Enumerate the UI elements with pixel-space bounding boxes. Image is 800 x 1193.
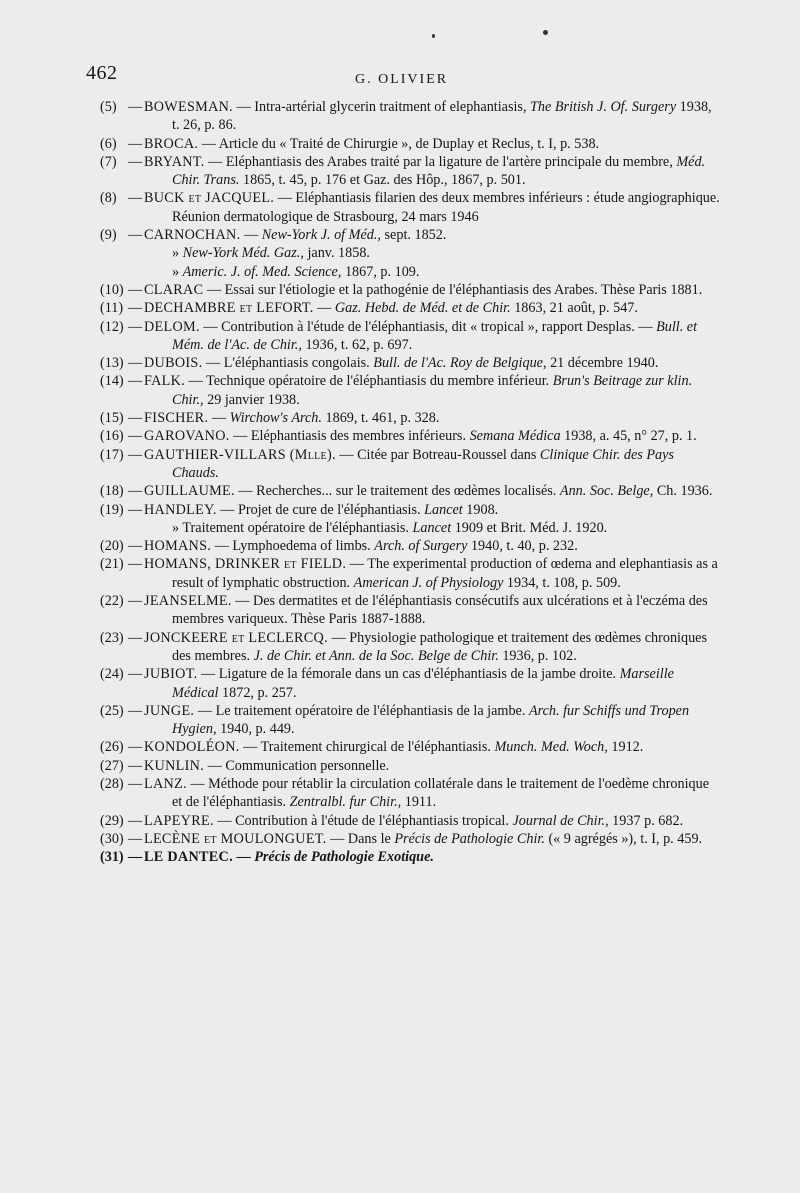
reference-detail: 1865, t. 45, p. 176 et Gaz. des Hôp., 1867, p. 501.: [242, 172, 526, 189]
reference-entry: (27) — KUNLIN. — Communication personnelle.: [100, 757, 390, 774]
reference-entry: (29) — LAPEYRE. — Contribution à l'étude de l'éléphantiasis tropical. Journal de Chir., 1937 p. 682.: [100, 812, 684, 829]
reference-journal: The British J. Of. Surgery: [530, 99, 677, 115]
em-dash: —: [128, 446, 143, 463]
reference-entry: (18) — GUILLAUME. — Recherches... sur le traitement des œdèmes localisés. Ann. Soc. Belge, Ch. 1936.: [100, 483, 713, 500]
reference-number: (5): [100, 99, 117, 115]
reference-entry: (8) — BUCK et JACQUEL. — Eléphantiasis filarien des deux membres inférieurs : étude angiographique. Réunion dermatologique de Strasbourg, 24 mars 1946: [100, 190, 720, 225]
reference-journal: Gaz. Hebd. de Méd. et de Chir.: [334, 300, 511, 317]
reference-text: Article du « Traité de Chirurgie », de Duplay et Reclus, t. I, p. 538.: [218, 135, 600, 152]
reference-entry: (28) — LANZ. — Méthode pour rétablir la circulation collatérale dans le traitement de l'oedème chronique et de l'éléphantiasis. Zentralbl. fur Chir., 1911.: [100, 775, 710, 811]
reference-number: (15): [100, 410, 124, 427]
reference-text: »: [172, 245, 180, 262]
em-dash: —: [128, 849, 143, 866]
em-dash: —: [128, 428, 143, 445]
em-dash: —: [128, 775, 143, 792]
reference-text: Méthode pour rétablir la circulation collatérale dans le traitement de l'oedème chronique et de l'éléphantiasis.: [172, 775, 710, 811]
reference-author: LE DANTEC.: [144, 849, 233, 866]
reference-detail: 1940, p. 449.: [220, 721, 295, 738]
reference-entry: (15) — FISCHER. — Wirchow's Arch. 1869, t. 461, p. 328.: [100, 410, 440, 427]
reference-author: GAROVANO.: [144, 428, 230, 445]
reference-journal: Bull. et Mém. de l'Ac. de Chir.,: [172, 318, 698, 353]
reference-number: (18): [100, 483, 124, 500]
reference-entry: (20) — HOMANS. — Lymphoedema of limbs. Arch. of Surgery 1940, t. 40, p. 232.: [100, 538, 578, 555]
reference-text: Essai sur l'étiologie et la pathogénie de l'éléphantiasis des Arabes. Thèse Paris 1881.: [224, 281, 703, 298]
reference-author: LANZ.: [144, 775, 187, 792]
reference-number: (13): [100, 355, 124, 372]
reference-detail: 1940, t. 40, p. 232.: [470, 538, 578, 555]
reference-journal: Journal de Chir.,: [512, 812, 609, 829]
reference-author: DUBOIS.: [144, 355, 203, 372]
reference-entry: (24) — JUBIOT. — Ligature de la fémorale dans un cas d'éléphantiasis de la jambe droite. Marseille Médical 1872, p. 257.: [100, 666, 674, 701]
reference-number: (7): [100, 153, 117, 170]
page-number: 462: [86, 62, 118, 84]
reference-detail: (« 9 agrégés »), t. I, p. 459.: [548, 830, 703, 847]
reference-entry: (16) — GAROVANO. — Eléphantiasis des membres inférieurs. Semana Médica 1938, a. 45, n° 27, p. 1.: [100, 428, 697, 445]
reference-number: (23): [100, 629, 124, 646]
reference-text: Ligature de la fémorale dans un cas d'éléphantiasis de la jambe droite.: [218, 666, 617, 683]
reference-number: (19): [100, 501, 124, 518]
reference-journal: J. de Chir. et Ann. de la Soc. Belge de Chir.: [253, 647, 499, 664]
reference-author: CLARAC: [144, 281, 204, 298]
reference-detail: 1872, p. 257.: [222, 684, 297, 701]
reference-entry: (22) — JEANSELME. — Des dermatites et de l'éléphantiasis consécutifs aux ulcérations et à l'eczéma des membres variqueux. Thèse Paris 1887-1888.: [100, 593, 708, 628]
reference-number: (31): [100, 849, 124, 866]
reference-detail: 1869, t. 461, p. 328.: [325, 410, 440, 427]
reference-author: CARNOCHAN.: [144, 227, 241, 244]
reference-journal: Lancet: [424, 501, 463, 518]
em-dash: —: [128, 739, 143, 756]
reference-number: (17): [100, 446, 124, 463]
reference-entry: (17) — GAUTHIER-VILLARS (Mlle). — Citée par Botreau-Roussel dans Clinique Chir. des Pays Chauds.: [100, 446, 674, 481]
reference-detail: 21 décembre 1940.: [550, 355, 659, 372]
reference-journal: Semana Médica: [469, 428, 561, 445]
reference-author: KONDOLÉON.: [144, 739, 240, 756]
reference-text: Eléphantiasis des Arabes traité par la ligature de l'artère principale du membre,: [225, 153, 673, 170]
reference-continuation: [100, 244, 720, 262]
reference-detail: Ch. 1936.: [656, 483, 713, 500]
reference-detail: 1936, p. 102.: [502, 647, 577, 664]
reference-number: (28): [100, 775, 124, 792]
em-dash: —: [128, 702, 143, 719]
reference-journal: Munch. Med. Woch,: [494, 739, 608, 756]
em-dash: —: [128, 281, 143, 298]
em-dash: —: [128, 593, 143, 610]
em-dash: —: [128, 373, 143, 390]
reference-author: HOMANS, DRINKER et FIELD.: [144, 556, 347, 573]
reference-author: GUILLAUME.: [144, 483, 235, 500]
em-dash: —: [128, 355, 143, 372]
em-dash: —: [128, 830, 143, 847]
reference-journal: Brun's Beitrage zur klin. Chir.,: [172, 373, 693, 408]
reference-author: JUNGE.: [144, 702, 195, 719]
reference-text: Dans le: [347, 830, 391, 847]
em-dash: —: [128, 99, 143, 115]
reference-journal: Arch. fur Schiffs und Tropen Hygien,: [172, 702, 690, 738]
reference-entry: (30) — LECÈNE et MOULONGUET. — Dans le Précis de Pathologie Chir. (« 9 agrégés »), t. I, p. 459.: [100, 830, 703, 847]
reference-entry: (25) — JUNGE. — Le traitement opératoire de l'éléphantiasis de la jambe. Arch. fur Schiffs und Tropen Hygien, 1940, p. 449.: [100, 702, 690, 738]
reference-text: Communication personnelle.: [225, 757, 390, 774]
reference-detail: janv. 1858.: [307, 245, 370, 262]
em-dash: —: [128, 501, 143, 518]
reference-number: (16): [100, 428, 124, 445]
running-head: G. OLIVIER: [355, 72, 449, 87]
reference-journal: Arch. of Surgery: [374, 538, 468, 555]
reference-detail: 1938, a. 45, n° 27, p. 1.: [564, 428, 697, 445]
reference-text: The experimental production of œdema and elephantiasis as a result of lymphatic obstruction.: [172, 556, 718, 591]
reference-author: LAPEYRE.: [144, 812, 214, 829]
reference-entry: (7) — BRYANT. — Eléphantiasis des Arabes traité par la ligature de l'artère principale du membre, Méd. Chir. Trans. 1865, t. 45, p. 176 et Gaz. des Hôp., 1867, p. 501.: [100, 153, 706, 189]
em-dash: —: [128, 629, 143, 646]
reference-text: Projet de cure de l'éléphantiasis.: [237, 501, 421, 518]
reference-journal: Americ. J. of. Med. Science,: [182, 263, 342, 280]
reference-number: (11): [100, 300, 124, 317]
reference-detail: 1936, t. 62, p. 697.: [305, 336, 413, 353]
reference-journal: Méd. Chir. Trans.: [172, 153, 706, 189]
reference-entry: (9) — CARNOCHAN. — New-York J. of Méd., sept. 1852.: [100, 227, 447, 244]
reference-author: JEANSELME.: [144, 593, 232, 610]
reference-list: [100, 98, 720, 866]
reference-entry: (13) — DUBOIS. — L'éléphantiasis congolais. Bull. de l'Ac. Roy de Belgique, 21 décembre 1940.: [100, 355, 659, 372]
reference-number: (20): [100, 538, 124, 555]
reference-entry: (12) — DELOM. — Contribution à l'étude de l'éléphantiasis, dit « tropical », rapport Desplas. — Bull. et Mém. de l'Ac. de Chir., 1936, t. 62, p. 697.: [100, 318, 698, 353]
reference-journal: New-York J. of Méd.,: [261, 227, 381, 244]
reference-entry: (23) — JONCKEERE et LECLERCQ. — Physiologie pathologique et traitement des œdèmes chroniques des membres. J. de Chir. et Ann. de la Soc. Belge de Chir. 1936, p. 102.: [100, 629, 707, 664]
reference-detail: 1909 et Brit. Méd. J. 1920.: [454, 519, 608, 536]
reference-text: Eléphantiasis des membres inférieurs.: [250, 428, 467, 445]
reference-journal: Lancet: [412, 519, 452, 536]
reference-number: (27): [100, 757, 124, 774]
reference-journal: American J. of Physiology: [353, 574, 504, 591]
reference-continuation: [100, 519, 720, 537]
reference-text: Lymphoedema of limbs.: [232, 538, 371, 555]
reference-number: (24): [100, 666, 124, 683]
reference-number: (22): [100, 593, 124, 610]
reference-text: Le traitement opératoire de l'éléphantiasis de la jambe.: [215, 702, 526, 719]
reference-author: HOMANS.: [144, 538, 212, 555]
reference-entry: (10) — CLARAC — Essai sur l'étiologie et la pathogénie de l'éléphantiasis des Arabes. Thèse Paris 1881.: [100, 281, 703, 298]
reference-author: HANDLEY.: [144, 501, 217, 518]
reference-text: »: [172, 263, 180, 280]
reference-detail: 1938, t. 26, p. 86.: [172, 99, 712, 134]
reference-number: (9): [100, 227, 117, 244]
em-dash: —: [128, 135, 143, 152]
reference-author: JONCKEERE et LECLERCQ.: [144, 629, 328, 646]
reference-journal: Ann. Soc. Belge,: [559, 483, 654, 500]
reference-author: FALK.: [144, 373, 186, 390]
reference-journal: New-York Méd. Gaz.,: [182, 245, 304, 262]
speck: [543, 30, 548, 35]
reference-entry: (26) — KONDOLÉON. — Traitement chirurgical de l'éléphantiasis. Munch. Med. Woch, 1912.: [100, 739, 644, 756]
em-dash: —: [128, 812, 143, 829]
reference-text: Physiologie pathologique et traitement des œdèmes chroniques des membres.: [172, 629, 707, 664]
speck: [432, 34, 435, 38]
reference-text: Contribution à l'étude de l'éléphantiasis, dit « tropical », rapport Desplas. —: [221, 318, 653, 335]
reference-number: (29): [100, 812, 124, 829]
reference-number: (26): [100, 739, 124, 756]
reference-author: DELOM.: [144, 318, 200, 335]
reference-continuation: [100, 263, 720, 281]
reference-journal: Marseille Médical: [172, 666, 674, 701]
reference-author: BROCA.: [144, 135, 199, 152]
em-dash: —: [128, 410, 143, 427]
reference-entry: (5) — BOWESMAN. — Intra-artérial glycerin traitment of elephantiasis, The British J. Of. Surgery 1938, t. 26, p. 86.: [100, 99, 712, 134]
reference-detail: 1908.: [466, 501, 499, 518]
reference-journal: Wirchow's Arch.: [229, 410, 322, 427]
reference-text: Traitement chirurgical de l'éléphantiasis.: [260, 739, 491, 756]
em-dash: —: [128, 538, 143, 555]
reference-detail: 1863, 21 août, p. 547.: [514, 300, 638, 317]
em-dash: —: [128, 556, 143, 573]
em-dash: —: [128, 318, 143, 335]
em-dash: —: [128, 483, 143, 500]
reference-text: Recherches... sur le traitement des œdèmes localisés.: [256, 483, 557, 500]
em-dash: —: [128, 666, 143, 683]
reference-number: (10): [100, 281, 124, 298]
reference-number: (12): [100, 318, 124, 335]
reference-number: (21): [100, 556, 124, 573]
reference-detail: 29 janvier 1938.: [207, 391, 300, 408]
reference-author: BRYANT.: [144, 153, 205, 170]
reference-journal: Précis de Pathologie Chir.: [394, 830, 545, 847]
reference-journal: Précis de Pathologie Exotique.: [254, 849, 434, 866]
reference-number: (6): [100, 135, 117, 152]
reference-journal: Zentralbl. fur Chir.,: [289, 794, 402, 811]
reference-text: L'éléphantiasis congolais.: [223, 355, 370, 372]
reference-number: (14): [100, 373, 124, 390]
reference-text: » Traitement opératoire de l'éléphantiasis.: [172, 519, 409, 536]
em-dash: —: [128, 757, 143, 774]
reference-author: DECHAMBRE et LEFORT.: [144, 300, 314, 317]
reference-text: Intra-artérial glycerin traitment of elephantiasis,: [254, 99, 527, 115]
reference-author: FISCHER.: [144, 410, 209, 427]
reference-text: Technique opératoire de l'éléphantiasis du membre inférieur.: [206, 373, 550, 390]
em-dash: —: [128, 300, 143, 317]
reference-author: LECÈNE et MOULONGUET.: [144, 830, 327, 847]
em-dash: —: [128, 190, 143, 207]
reference-detail: 1912.: [611, 739, 644, 756]
reference-entry: (19) — HANDLEY. — Projet de cure de l'éléphantiasis. Lancet 1908.: [100, 501, 499, 518]
reference-number: (30): [100, 830, 124, 847]
reference-author: KUNLIN.: [144, 757, 205, 774]
reference-entry: (31) — LE DANTEC. — Précis de Pathologie Exotique.: [100, 849, 434, 866]
reference-author: JUBIOT.: [144, 666, 198, 683]
reference-detail: 1934, t. 108, p. 509.: [506, 574, 621, 591]
reference-number: (25): [100, 702, 124, 719]
reference-author: BOWESMAN.: [144, 99, 234, 115]
reference-text: Contribution à l'étude de l'éléphantiasis tropical.: [235, 812, 509, 829]
reference-author: GAUTHIER-VILLARS (Mlle).: [144, 446, 336, 463]
reference-entry: (14) — FALK. — Technique opératoire de l'éléphantiasis du membre inférieur. Brun's Beitrage zur klin. Chir., 29 janvier 1938.: [100, 373, 693, 408]
reference-entry: (11) — DECHAMBRE et LEFORT. — Gaz. Hebd. de Méd. et de Chir. 1863, 21 août, p. 547.: [100, 300, 638, 317]
em-dash: —: [128, 227, 143, 244]
reference-entry: (21) — HOMANS, DRINKER et FIELD. — The experimental production of œdema and elephantiasis as a result of lymphatic obstruction. American J. of Physiology 1934, t. 108, p. 509.: [100, 556, 718, 591]
reference-number: (8): [100, 190, 117, 207]
reference-author: BUCK et JACQUEL.: [144, 190, 275, 207]
reference-text: Citée par Botreau-Roussel dans: [357, 446, 537, 463]
reference-entry: (6) — BROCA. — Article du « Traité de Chirurgie », de Duplay et Reclus, t. I, p. 538.: [100, 135, 600, 152]
reference-text: Eléphantiasis filarien des deux membres inférieurs : étude angiographique. Réunion dermatologique de Strasbourg, 24 mars 1946: [172, 190, 720, 225]
reference-detail: 1911.: [404, 794, 437, 811]
reference-journal: Bull. de l'Ac. Roy de Belgique,: [373, 355, 547, 372]
reference-detail: sept. 1852.: [384, 227, 447, 244]
reference-journal: Clinique Chir. des Pays Chauds.: [172, 446, 674, 481]
reference-text: Des dermatites et de l'éléphantiasis consécutifs aux ulcérations et à l'eczéma des membres variqueux. Thèse Paris 1887-1888.: [172, 593, 708, 628]
reference-detail: 1937 p. 682.: [612, 812, 684, 829]
em-dash: —: [128, 153, 143, 170]
reference-detail: 1867, p. 109.: [344, 263, 420, 280]
